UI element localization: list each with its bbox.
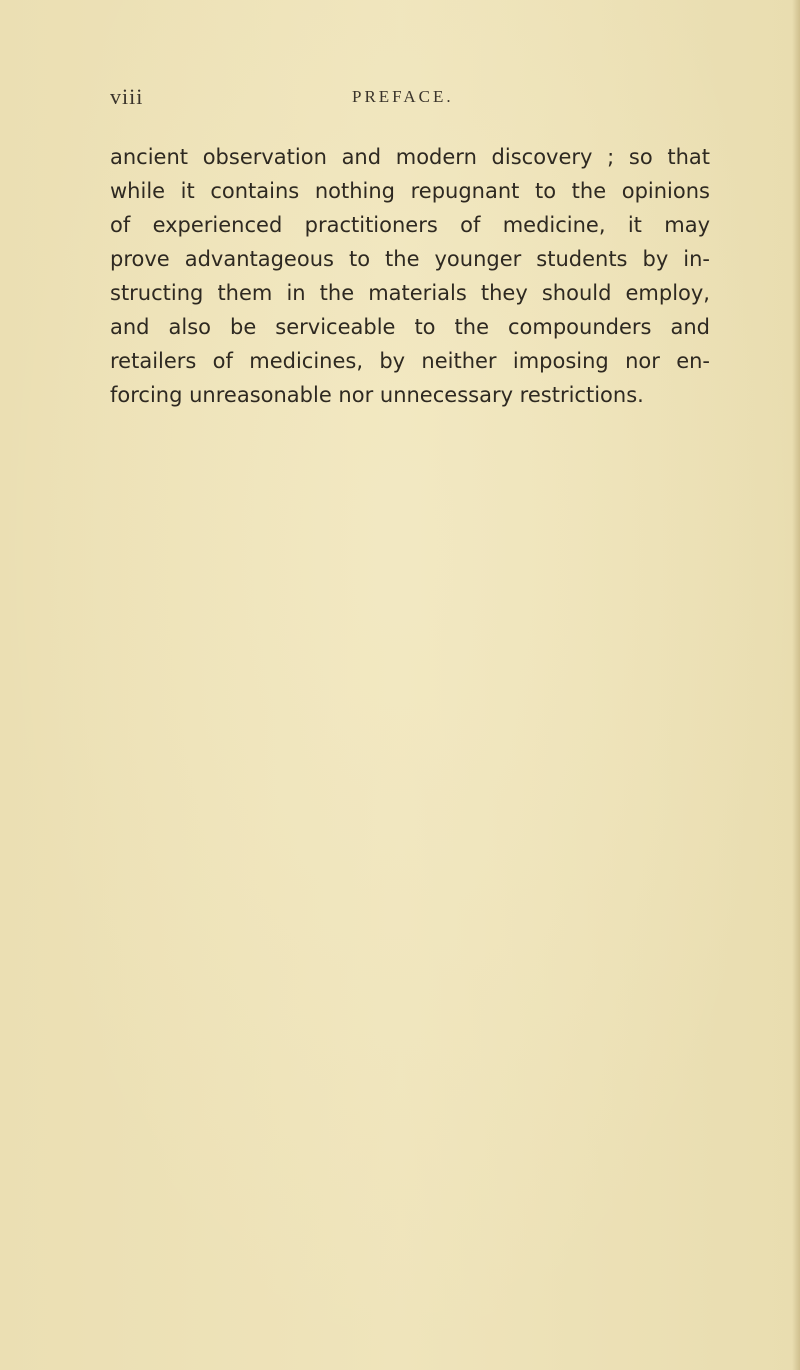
running-head-title: PREFACE. [352,87,454,106]
text-line: of experienced practitioners of medicine, it may [110,213,710,237]
page-edge-shadow [792,0,800,1370]
running-head [110,84,710,114]
page-number: viii [110,84,144,109]
text-line: while it contains nothing repugnant to the opinions [110,179,710,203]
text-line: structing them in the materials they should employ, [110,281,710,305]
text-line: prove advantageous to the younger students by in- [110,247,710,271]
text-line: retailers of medicines, by neither imposing nor en- [110,349,710,373]
text-line: and also be serviceable to the compounders and [110,315,710,339]
body-paragraph [110,140,710,412]
text-line-last: forcing unreasonable nor unnecessary restrictions. [110,383,644,407]
text-line: ancient observation and modern discovery ; so that [110,145,710,169]
